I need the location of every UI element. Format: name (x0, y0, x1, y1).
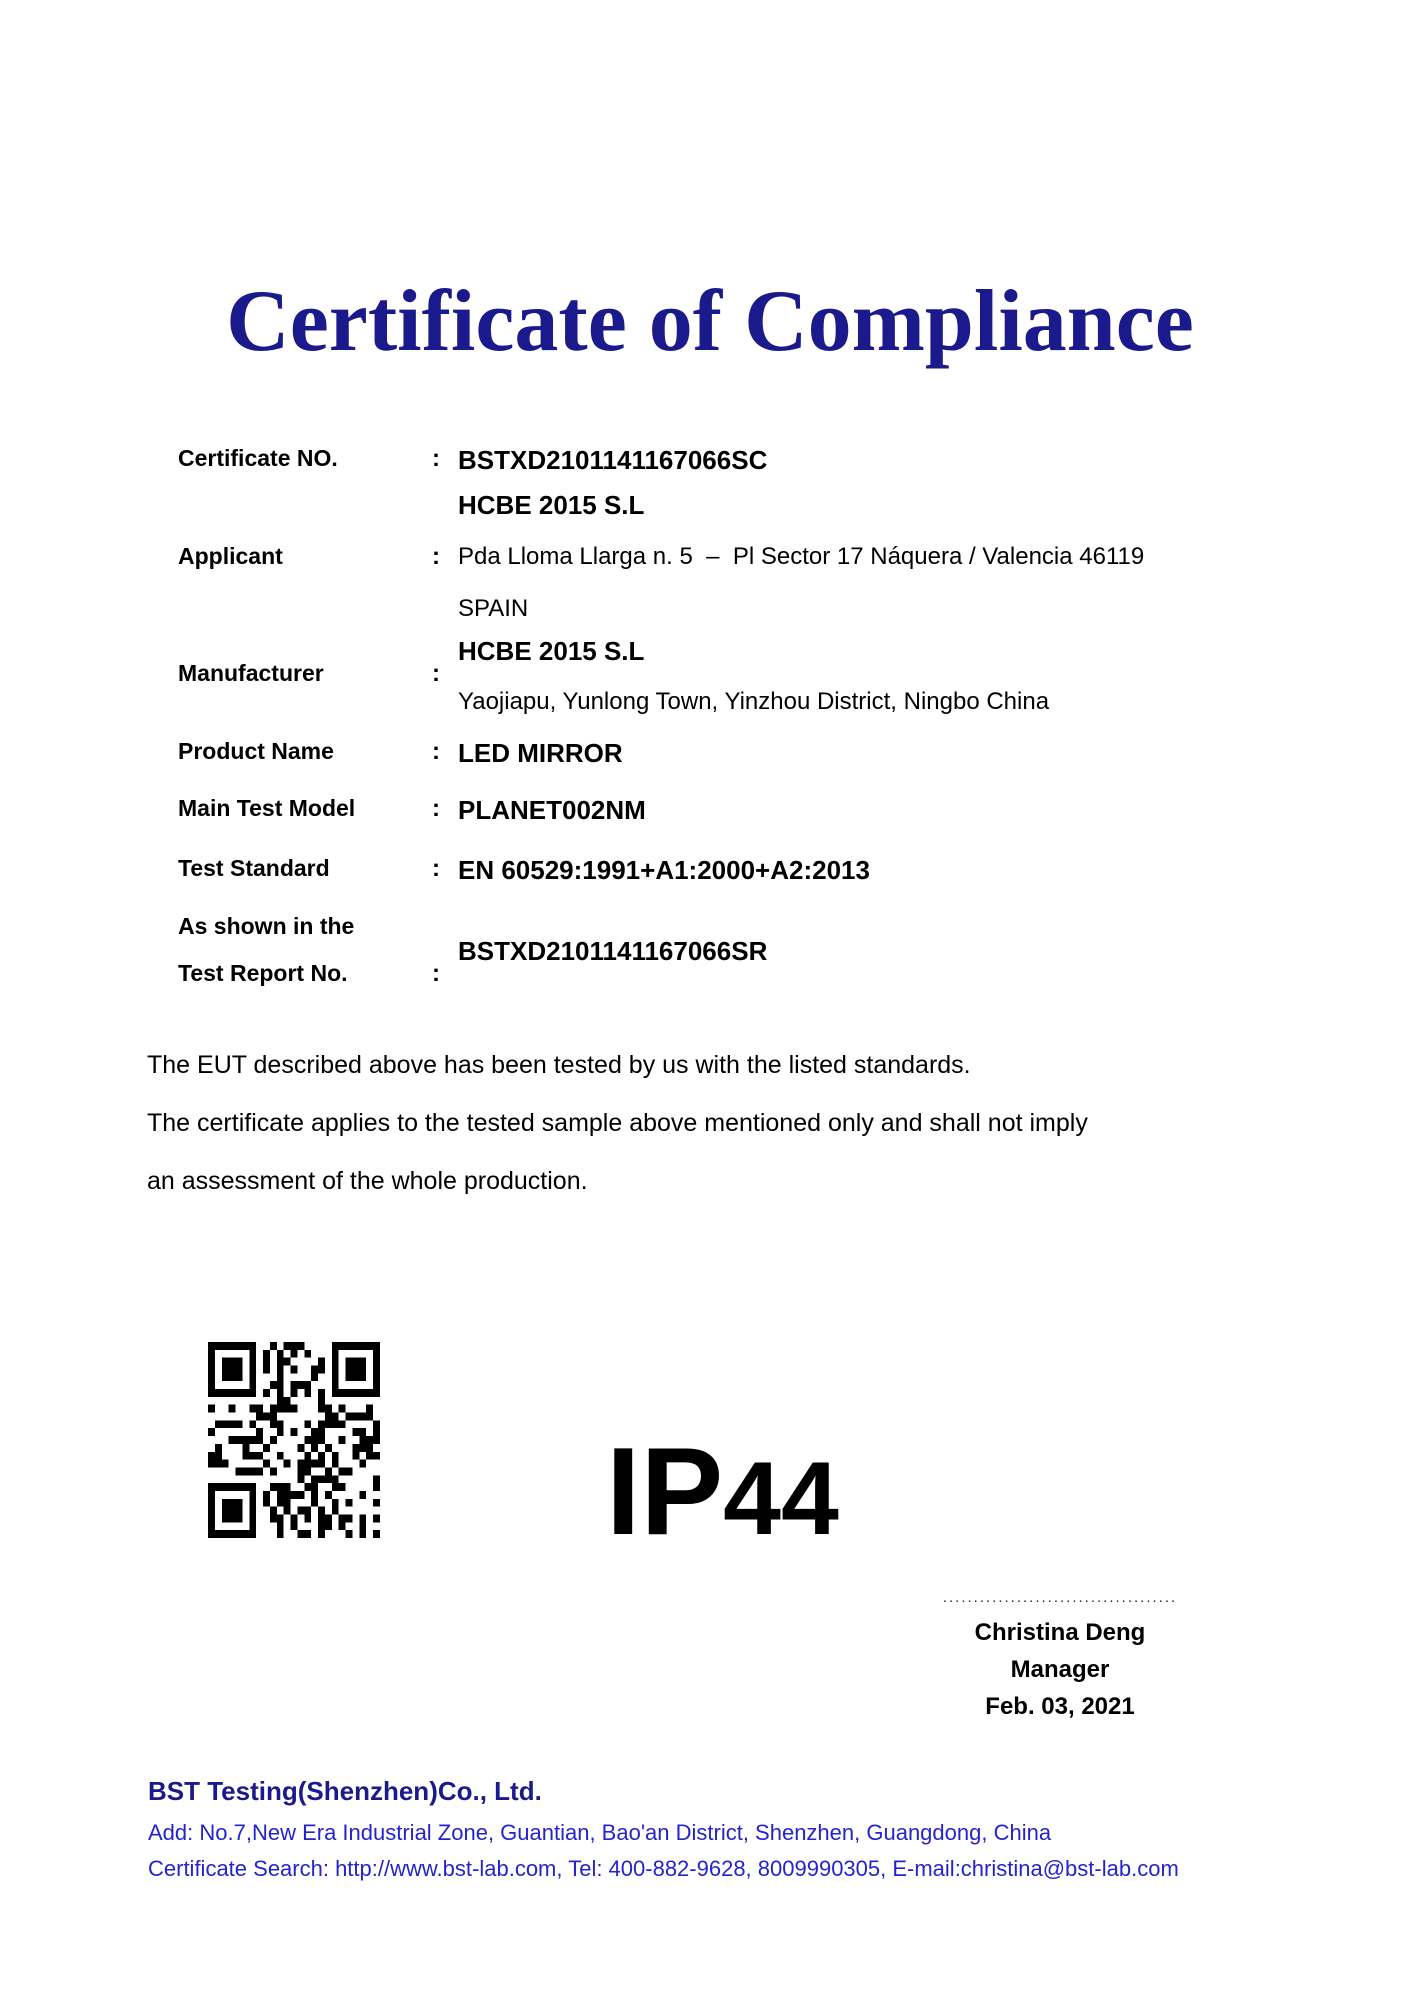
signatory-role: Manager (1010, 1656, 1110, 1683)
product-name-colon: : (432, 738, 440, 765)
qr-code (208, 1342, 380, 1538)
certificate-no-value: BSTXD2101141167066SC (458, 445, 768, 475)
main-test-model-colon: : (432, 795, 440, 822)
field-test-standard (0, 855, 1420, 889)
statement-line-1: The EUT described above has been tested by us with the listed standards. (147, 1051, 971, 1079)
applicant-country-row (0, 595, 1420, 629)
manufacturer-company: HCBE 2015 S.L (458, 636, 645, 666)
field-main-test-model (0, 795, 1420, 829)
applicant-label: Applicant (178, 543, 283, 569)
applicant-colon: : (432, 543, 440, 570)
certificate-no-colon: : (432, 445, 440, 472)
ip-rating (606, 1423, 839, 1561)
ip-rating-digits: 44 (723, 1441, 839, 1557)
ip-rating-prefix: IP (606, 1423, 724, 1561)
footer-contact: Certificate Search: http://www.bst-lab.com, Tel: 400-882-9628, 8009990305, E-mail:christina@bst-lab.com (148, 1856, 1179, 1881)
test-standard-colon: : (432, 855, 440, 882)
manufacturer-colon: : (432, 660, 440, 687)
footer-address: Add: No.7,New Era Industrial Zone, Guantian, Bao'an District, Shenzhen, Guangdong, China (148, 1820, 1052, 1845)
test-report-value: BSTXD2101141167066SR (458, 936, 768, 966)
signature-date: Feb. 03, 2021 (985, 1693, 1135, 1720)
applicant-country: SPAIN (458, 595, 529, 622)
field-applicant (0, 543, 1420, 577)
test-report-label-line2-row (0, 960, 1420, 994)
statement-line-3: an assessment of the whole production. (147, 1167, 588, 1195)
statement-line-2: The certificate applies to the tested sample above mentioned only and shall not imply (147, 1109, 1088, 1137)
test-report-label-line1: As shown in the (178, 913, 355, 939)
manufacturer-label: Manufacturer (178, 660, 324, 686)
certificate-title: Certificate of Compliance (226, 273, 1194, 370)
test-report-label-line2: Test Report No. (178, 960, 348, 986)
certificate-no-label: Certificate NO. (178, 445, 338, 471)
field-product-name (0, 738, 1420, 772)
footer-company-name: BST Testing(Shenzhen)Co., Ltd. (148, 1776, 542, 1806)
field-certificate-no (0, 445, 1420, 479)
applicant-address: Pda Lloma Llarga n. 5 – Pl Sector 17 Náquera / Valencia 46119 (458, 543, 1145, 570)
manufacturer-address: Yaojiapu, Yunlong Town, Yinzhou District, Ningbo China (458, 688, 1050, 715)
manufacturer-address-row (0, 688, 1420, 722)
signature-block (890, 1590, 1230, 1721)
applicant-company-row (0, 490, 1420, 524)
product-name-label: Product Name (178, 738, 334, 764)
signatory-name: Christina Deng (974, 1619, 1146, 1646)
main-test-model-label: Main Test Model (178, 795, 356, 821)
signature-dotted-line: ...................................... (942, 1589, 1178, 1606)
product-name-value: LED MIRROR (458, 738, 623, 768)
test-report-colon: : (432, 960, 440, 987)
test-standard-label: Test Standard (178, 855, 330, 881)
test-standard-value: EN 60529:1991+A1:2000+A2:2013 (458, 855, 870, 885)
main-test-model-value: PLANET002NM (458, 795, 646, 825)
applicant-company: HCBE 2015 S.L (458, 490, 645, 520)
